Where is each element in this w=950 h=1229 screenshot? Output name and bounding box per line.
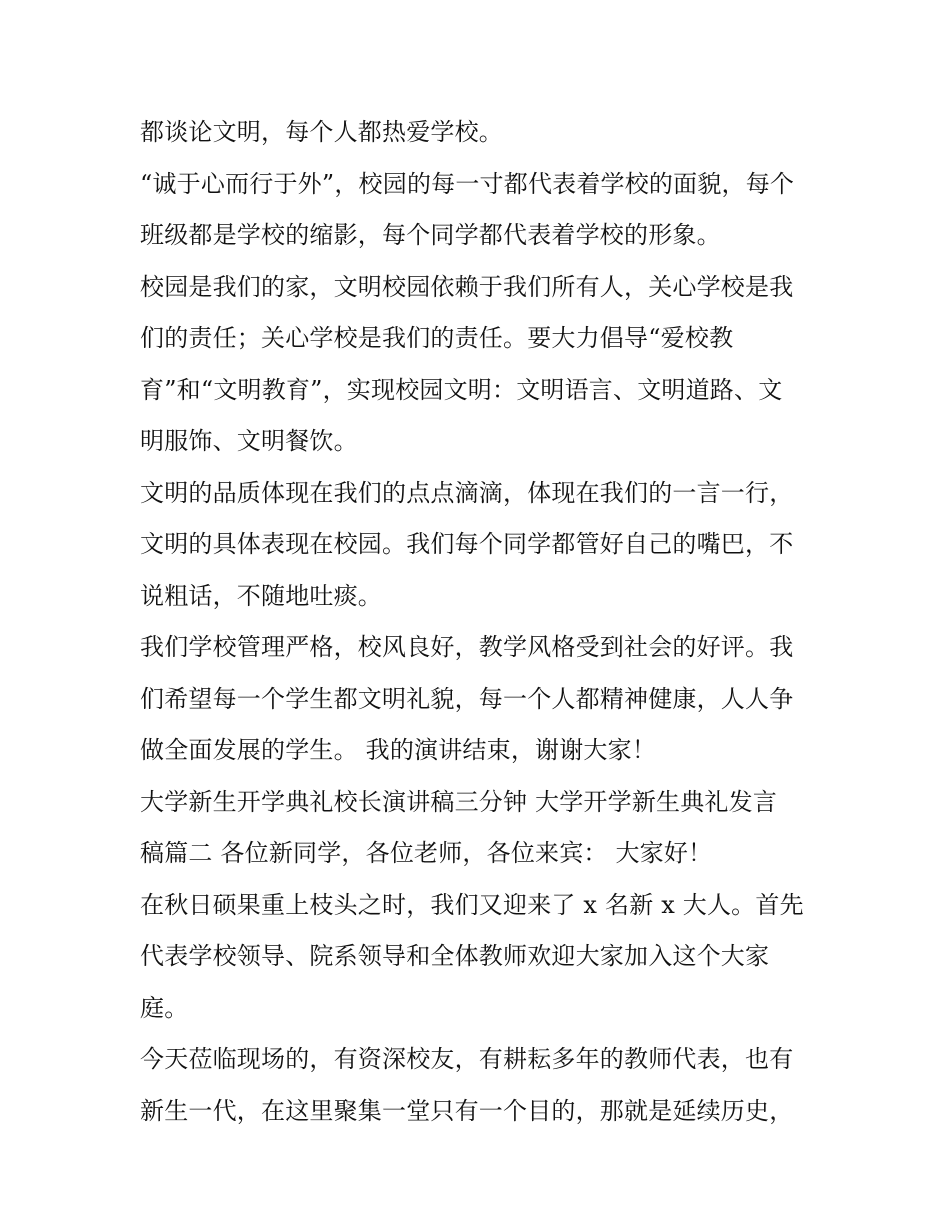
text-line: 校园是我们的家，文明校园依赖于我们所有人，关心学校是我 bbox=[140, 272, 794, 301]
text-line: 代表学校领导、院系领导和全体教师欢迎大家加入这个大家 bbox=[140, 942, 770, 970]
text-line: 我们学校管理严格，校风良好，教学风格受到社会的好评。我 bbox=[140, 633, 794, 661]
text-line: 说粗话，不随地吐痰。 bbox=[140, 581, 382, 610]
text-line: 大学新生开学典礼校长演讲稿三分钟 大学开学新生典礼发言 bbox=[140, 787, 778, 816]
text-line: 班级都是学校的缩影，每个同学都代表着学校的形象。 bbox=[140, 221, 721, 249]
text-line: “诚于心而行于外”，校园的每一寸都代表着学校的面貌，每个 bbox=[140, 169, 795, 198]
text-line: 都谈论文明，每个人都热爱学校。 bbox=[140, 118, 503, 146]
text-line: 文明的品质体现在我们的点点滴滴，体现在我们的一言一行， bbox=[140, 478, 794, 507]
text-line: 在秋日硕果重上枝头之时，我们又迎来了 x 名新 x 大人。首先 bbox=[140, 890, 804, 919]
text-line: 今天莅临现场的，有资深校友，有耕耘多年的教师代表，也有 bbox=[140, 1045, 794, 1073]
text-line: 们的责任；关心学校是我们的责任。要大力倡导“爱校教 bbox=[140, 324, 734, 352]
text-line: 育”和“文明教育”，实现校园文明：文明语言、文明道路、文 bbox=[140, 375, 783, 404]
text-line: 新生一代，在这里聚集一堂只有一个目的，那就是延续历史， bbox=[140, 1096, 794, 1125]
text-line: 做全面发展的学生。 我的演讲结束，谢谢大家！ bbox=[140, 736, 657, 764]
text-line: 稿篇二 各位新同学，各位老师，各位来宾： 大家好！ bbox=[140, 839, 713, 867]
document-body bbox=[140, 107, 820, 1137]
text-line: 庭。 bbox=[140, 993, 189, 1022]
text-line: 文明的具体表现在校园。我们每个同学都管好自己的嘴巴，不 bbox=[140, 530, 794, 558]
text-line: 们希望每一个学生都文明礼貌，每一个人都精神健康，人人争 bbox=[140, 684, 794, 713]
text-line: 明服饰、文明餐饮。 bbox=[140, 427, 358, 455]
